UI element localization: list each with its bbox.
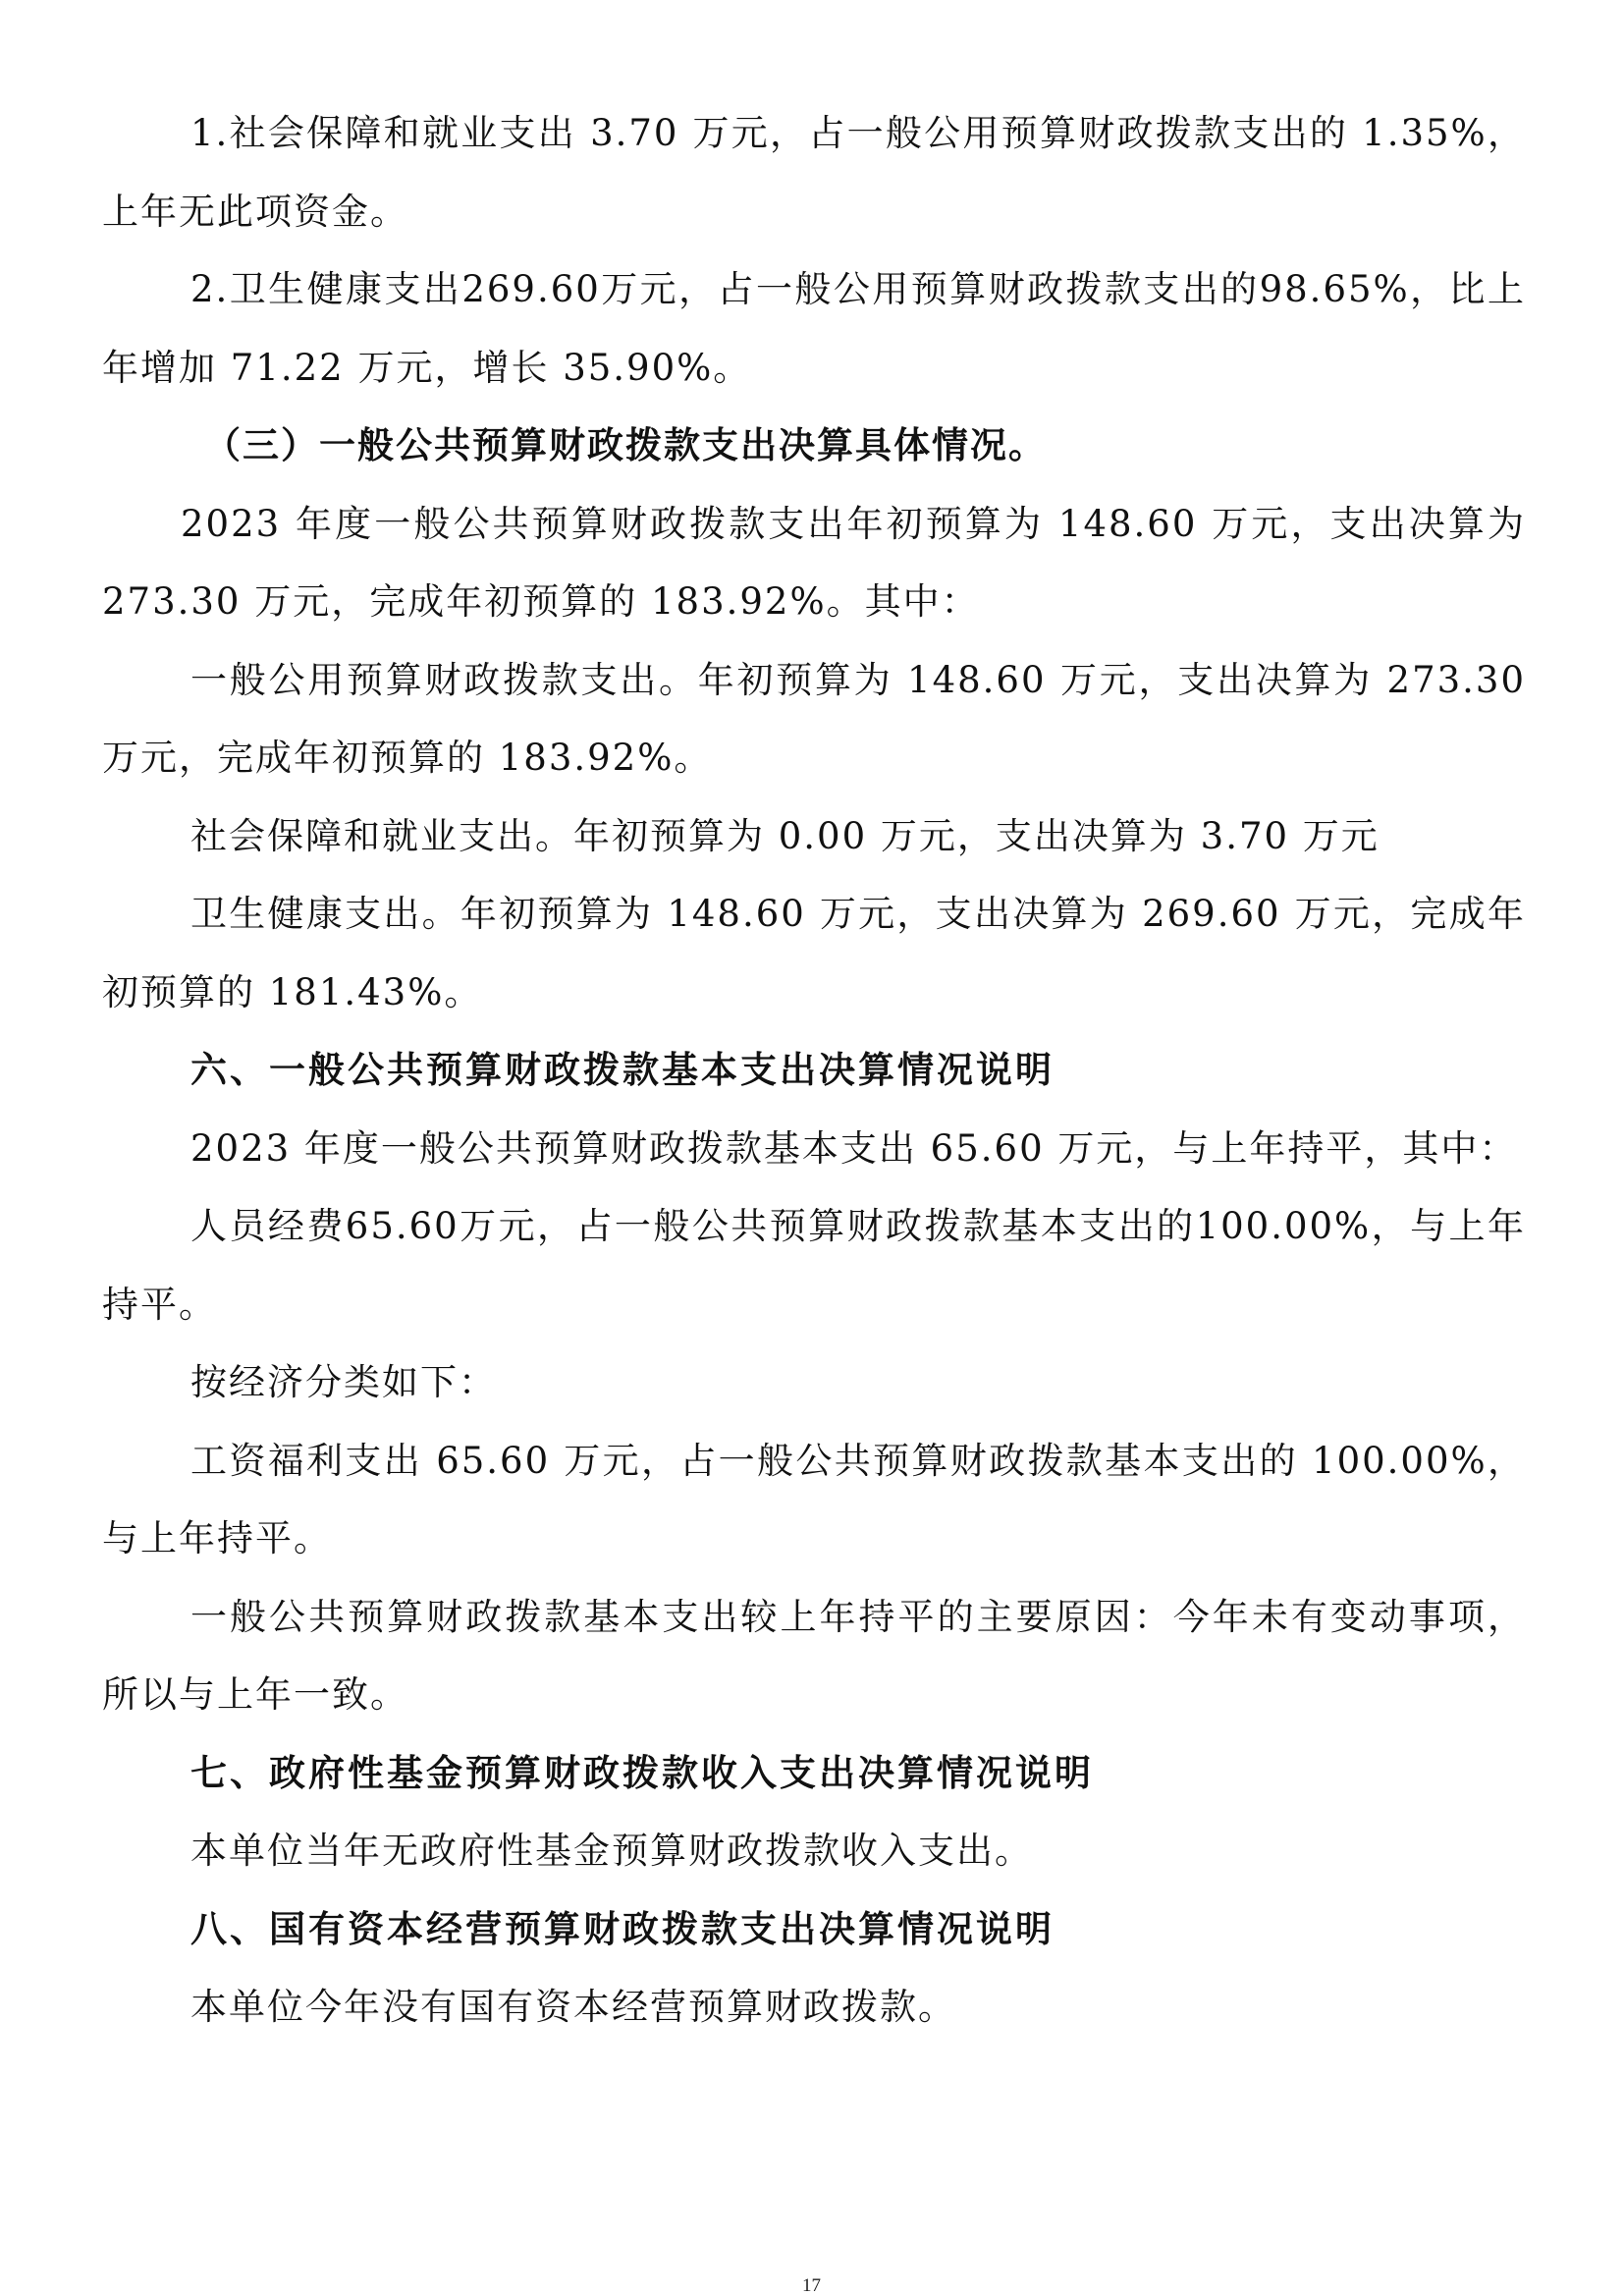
paragraph-government-fund: 本单位当年无政府性基金预算财政拨款收入支出。 — [190, 1830, 1033, 1872]
paragraph-basic-expense-summary: 2023 年度一般公共预算财政拨款基本支出 65.60 万元，与上年持平，其中： — [190, 1126, 1518, 1170]
paragraph-economic-classification: 按经济分类如下： — [190, 1361, 497, 1403]
page-number: 17 — [802, 2275, 821, 2296]
paragraph-health-budget: 卫生健康支出。年初预算为 148.60 万元，支出决算为 269.60 万元，完成年初预算的 181.43%。 — [102, 893, 1526, 1013]
paragraph-social-security-expense: 1.社会保障和就业支出 3.70 万元，占一般公用预算财政拨款支出的 1.35%，上年无此项资金。 — [102, 112, 1526, 233]
paragraph-reason-unchanged: 一般公共预算财政拨款基本支出较上年持平的主要原因：今年未有变动事项，所以与上年一致。 — [102, 1595, 1526, 1716]
section-heading-seven: 七、政府性基金预算财政拨款收入支出决算情况说明 — [190, 1751, 1094, 1794]
paragraph-state-capital: 本单位今年没有国有资本经营预算财政拨款。 — [190, 1986, 956, 2028]
paragraph-social-security-budget: 社会保障和就业支出。年初预算为 0.00 万元，支出决算为 3.70 万元 — [190, 814, 1380, 857]
paragraph-annual-budget-summary: 2023 年度一般公共预算财政拨款支出年初预算为 148.60 万元，支出决算为 273.30 万元，完成年初预算的 183.92%。其中： — [102, 502, 1526, 623]
subheading-expense-details: （三）一般公共预算财政拨款支出决算具体情况。 — [204, 423, 1047, 466]
section-heading-eight: 八、国有资本经营预算财政拨款支出决算情况说明 — [190, 1907, 1055, 1950]
paragraph-salary-welfare-expense: 工资福利支出 65.60 万元，占一般公共预算财政拨款基本支出的 100.00%，与上年持平。 — [102, 1439, 1526, 1559]
paragraph-health-expense: 2.卫生健康支出269.60万元，占一般公用预算财政拨款支出的98.65%，比上年增加 71.22 万元，增长 35.90%。 — [102, 268, 1526, 389]
paragraph-general-budget-expense: 一般公用预算财政拨款支出。年初预算为 148.60 万元，支出决算为 273.30 万元，完成年初预算的 183.92%。 — [102, 658, 1526, 779]
section-heading-six: 六、一般公共预算财政拨款基本支出决算情况说明 — [190, 1049, 1055, 1091]
paragraph-personnel-expense: 人员经费65.60万元，占一般公共预算财政拨款基本支出的100.00%，与上年持平。 — [102, 1205, 1526, 1326]
document-body — [102, 94, 1526, 2047]
